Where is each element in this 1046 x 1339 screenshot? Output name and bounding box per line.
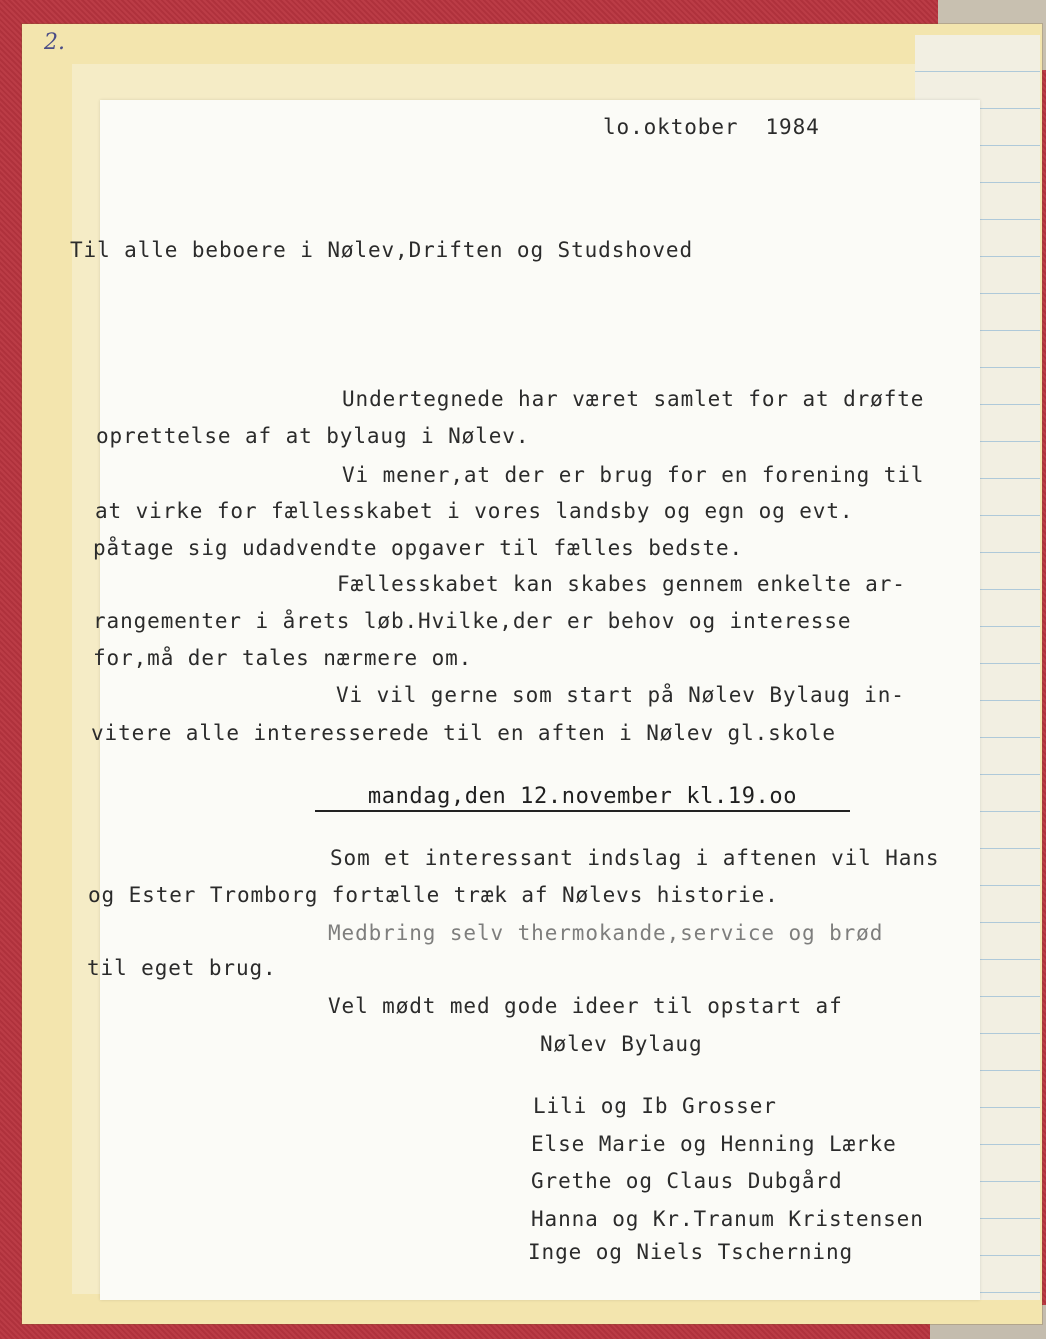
body-line-8: for,må der tales nærmere om. — [93, 646, 473, 670]
signatory-3: Grethe og Claus Dubgård — [531, 1169, 843, 1193]
body-line-3: Vi mener,at der er brug for en forening til — [342, 463, 925, 487]
page-number: 2. — [44, 30, 65, 55]
body-line-4: at virke for fællesskabet i vores landsby og egn og evt. — [95, 499, 854, 523]
body-line-2: oprettelse af at bylaug i Nølev. — [96, 424, 530, 448]
body-line-7: rangementer i årets løb.Hvilke,der er behov og interesse — [93, 609, 852, 633]
signatory-1: Lili og Ib Grosser — [533, 1094, 777, 1118]
organization-name: Nølev Bylaug — [540, 1032, 703, 1056]
body-line-10: vitere alle interesserede til en aften i Nølev gl.skole — [91, 721, 836, 745]
body2-line-5: Vel mødt med gode ideer til opstart af — [328, 994, 843, 1018]
body-line-6: Fællesskabet kan skabes gennem enkelte ar- — [337, 572, 906, 596]
body-line-9: Vi vil gerne som start på Nølev Bylaug in- — [336, 683, 905, 707]
signatory-2: Else Marie og Henning Lærke — [531, 1132, 897, 1156]
meeting-date: mandag,den 12.november kl.19.oo — [315, 784, 850, 812]
letter-recipient: Til alle beboere i Nølev,Driften og Studshoved — [70, 238, 693, 262]
letter-date: lo.oktober 1984 — [603, 115, 820, 139]
signatory-5: Inge og Niels Tscherning — [528, 1240, 854, 1264]
body2-line-2: og Ester Tromborg fortælle træk af Nølevs historie. — [88, 883, 779, 907]
body2-line-1: Som et interessant indslag i aftenen vil Hans — [330, 846, 940, 870]
body2-line-3: Medbring selv thermokande,service og brød — [328, 921, 884, 945]
body2-line-4: til eget brug. — [87, 956, 277, 980]
body-line-5: påtage sig udadvendte opgaver til fælles bedste. — [93, 536, 744, 560]
body-line-1: Undertegnede har været samlet for at drøfte — [342, 387, 925, 411]
signatory-4: Hanna og Kr.Tranum Kristensen — [531, 1207, 924, 1231]
